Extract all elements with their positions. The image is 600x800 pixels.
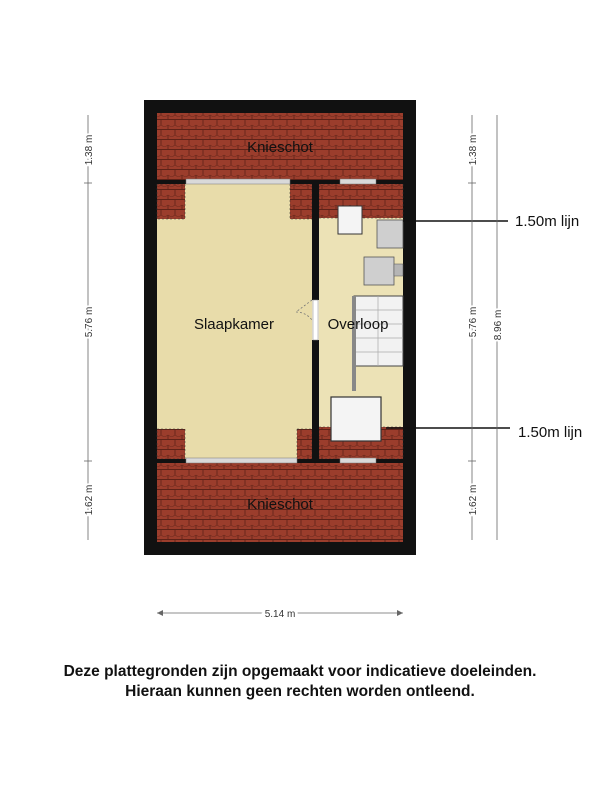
stair-railing	[352, 296, 356, 391]
cabinet-bottom	[331, 397, 381, 441]
dim-left-bottom: 1.62 m	[84, 484, 95, 516]
washer-unit	[364, 257, 394, 285]
dim-left-top: 1.38 m	[84, 134, 95, 166]
window-slaapkamer-top	[186, 179, 290, 184]
dim-right-middle: 5.76 m	[468, 306, 479, 338]
slaapkamer-corner-tr	[290, 184, 312, 219]
dim-right-top: 1.38 m	[468, 134, 479, 166]
room-label-knieschot-bottom: Knieschot	[247, 496, 313, 513]
disclaimer-line-1: Deze plattegronden zijn opgemaakt voor indicatieve doeleinden.	[63, 663, 537, 680]
window-slaapkamer-bottom	[186, 458, 297, 463]
window-overloop-bottom	[340, 458, 376, 463]
slaapkamer-corner-bl	[157, 429, 185, 459]
door-leaf	[313, 300, 318, 340]
disclaimer	[0, 662, 600, 702]
window-overloop-top	[340, 179, 376, 184]
washer-knobs	[394, 264, 403, 276]
room-label-knieschot-top: Knieschot	[247, 139, 313, 156]
room-label-slaapkamer: Slaapkamer	[193, 316, 275, 333]
dim-right-total: 8.96 m	[493, 309, 504, 341]
dim-bottom-width: 5.14 m	[264, 609, 296, 620]
boiler-unit	[377, 220, 403, 248]
dim-left-middle: 5.76 m	[84, 306, 95, 338]
slaapkamer-corner-tl	[157, 184, 185, 219]
lijn-lower-label: 1.50m lijn	[518, 424, 583, 441]
lijn-upper-label: 1.50m lijn	[515, 213, 580, 230]
room-label-overloop: Overloop	[327, 316, 389, 333]
dim-right-bottom: 1.62 m	[468, 484, 479, 516]
slaapkamer-corner-br	[297, 429, 312, 459]
disclaimer-line-2: Hieraan kunnen geen rechten worden ontleend.	[125, 683, 475, 700]
cabinet-small	[338, 206, 362, 234]
